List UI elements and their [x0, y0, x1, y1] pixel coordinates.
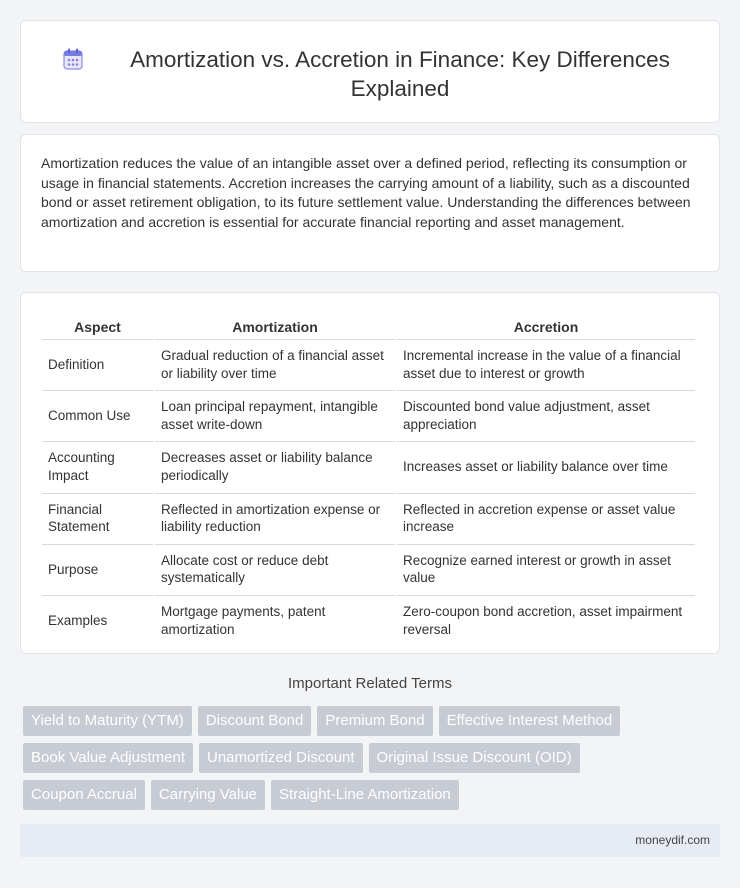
cell-amortization: Reflected in amortization expense or liability reduction: [155, 493, 395, 542]
table-row: [42, 544, 695, 593]
cell-amortization: Loan principal repayment, intangible asset write-down: [155, 390, 395, 439]
table-row: [42, 493, 695, 542]
cell-amortization: Allocate cost or reduce debt systematically: [155, 544, 395, 593]
tag-row: [23, 706, 703, 736]
related-term-tag[interactable]: Effective Interest Method: [439, 706, 621, 736]
cell-amortization: Gradual reduction of a financial asset or liability over time: [155, 339, 395, 388]
cell-accretion: Reflected in accretion expense or asset value increase: [397, 493, 695, 542]
cell-aspect: Common Use: [42, 390, 153, 439]
header-amortization: Amortization: [232, 319, 318, 335]
tag-row: [23, 780, 703, 810]
footer: [20, 824, 720, 857]
related-term-tag[interactable]: Premium Bond: [317, 706, 432, 736]
cell-aspect: Financial Statement: [42, 493, 153, 542]
intro-card: [20, 134, 720, 272]
related-term-tag[interactable]: Yield to Maturity (YTM): [23, 706, 192, 736]
tag-row: [23, 743, 703, 773]
related-terms-heading: Important Related Terms: [288, 675, 452, 692]
related-terms-list: [23, 706, 703, 817]
page-title: Amortization vs. Accretion in Finance: Key Differences Explained: [130, 47, 670, 101]
calendar-icon: [63, 48, 83, 70]
title-card: [20, 20, 720, 123]
comparison-table: [40, 315, 697, 646]
cell-amortization: Mortgage payments, patent amortization: [155, 595, 395, 644]
related-term-tag[interactable]: Carrying Value: [151, 780, 265, 810]
cell-accretion: Incremental increase in the value of a financial asset due to interest or growth: [397, 339, 695, 388]
related-term-tag[interactable]: Coupon Accrual: [23, 780, 145, 810]
table-row: [42, 339, 695, 388]
table-row: [42, 441, 695, 490]
cell-aspect: Purpose: [42, 544, 153, 593]
cell-accretion: Discounted bond value adjustment, asset appreciation: [397, 390, 695, 439]
cell-amortization: Decreases asset or liability balance periodically: [155, 441, 395, 490]
table-row: [42, 390, 695, 439]
footer-site-link[interactable]: moneydif.com: [635, 833, 710, 847]
cell-accretion: Recognize earned interest or growth in asset value: [397, 544, 695, 593]
related-term-tag[interactable]: Book Value Adjustment: [23, 743, 193, 773]
cell-aspect: Accounting Impact: [42, 441, 153, 490]
comparison-table-card: [20, 292, 720, 654]
related-term-tag[interactable]: Straight-Line Amortization: [271, 780, 459, 810]
cell-accretion: Increases asset or liability balance over time: [397, 441, 695, 490]
cell-aspect: Examples: [42, 595, 153, 644]
table-row: [42, 595, 695, 644]
related-term-tag[interactable]: Discount Bond: [198, 706, 312, 736]
header-aspect: Aspect: [74, 319, 121, 335]
related-term-tag[interactable]: Original Issue Discount (OID): [369, 743, 580, 773]
intro-paragraph: Amortization reduces the value of an intangible asset over a defined period, reflecting its consumption or usage in financial statements. Accretion increases the carrying amount of a liability, such as a discounted bond or asset retirement obligation, to its future settlement value. Understanding the differences between amortization and accretion is essential for accurate financial reporting and asset management.: [41, 155, 691, 231]
cell-accretion: Zero-coupon bond accretion, asset impairment reversal: [397, 595, 695, 644]
related-term-tag[interactable]: Unamortized Discount: [199, 743, 363, 773]
cell-aspect: Definition: [42, 339, 153, 388]
table-header-row: [42, 317, 695, 337]
header-accretion: Accretion: [513, 319, 579, 335]
